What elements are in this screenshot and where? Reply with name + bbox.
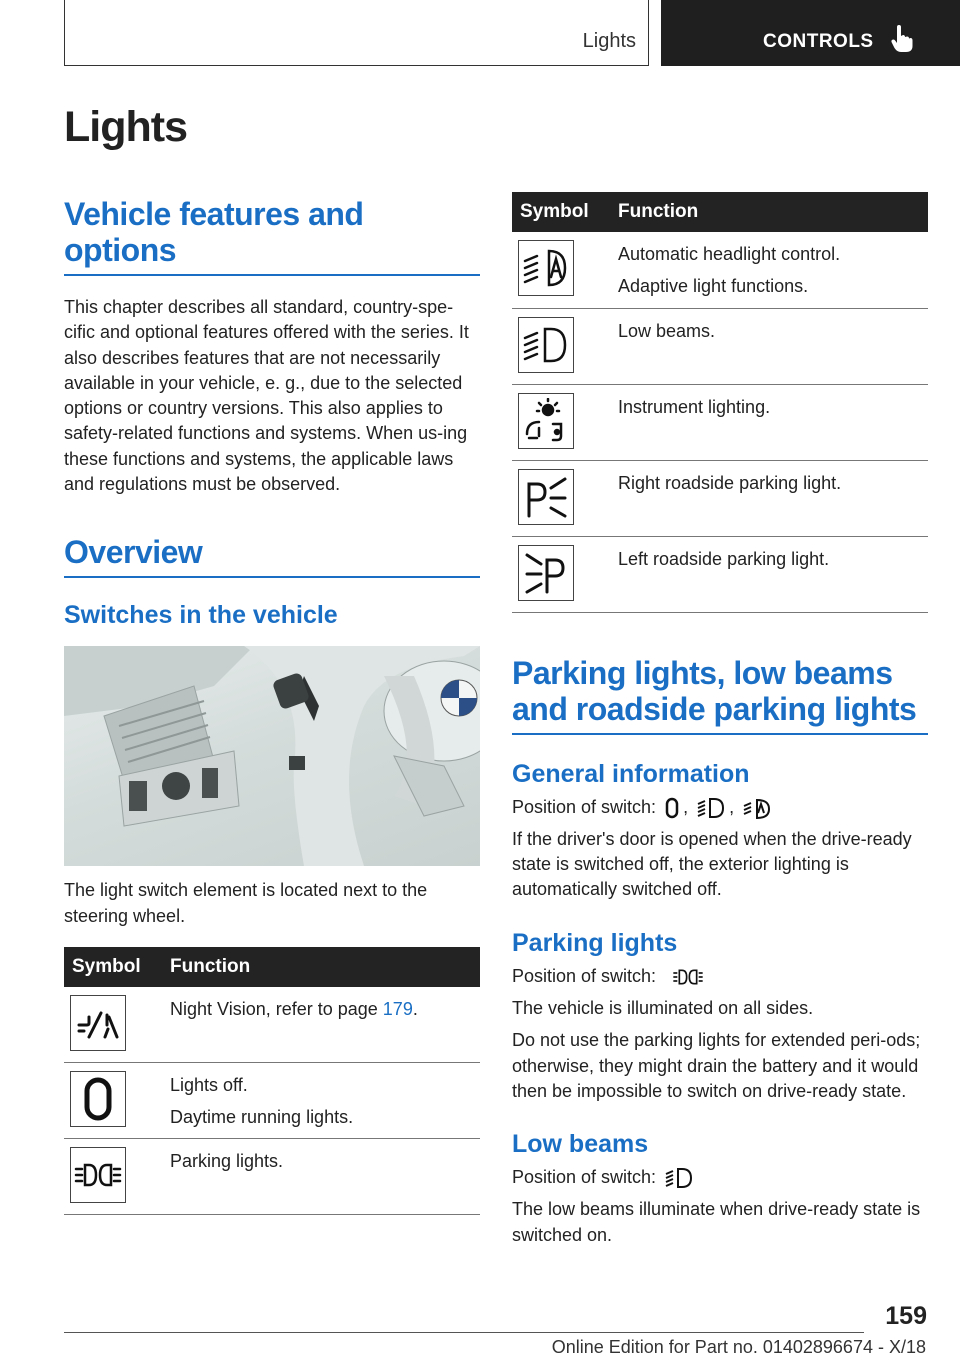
parking-lights-heading: Parking lights xyxy=(512,928,678,957)
function-column-header: Function xyxy=(612,192,928,232)
page-header xyxy=(64,0,960,66)
right-parking-light-icon xyxy=(518,469,574,525)
table-header-row xyxy=(512,192,928,232)
features-heading: Vehicle features and options xyxy=(64,196,480,276)
table-row xyxy=(512,232,928,308)
page-number: 159 xyxy=(885,1302,927,1330)
symbol-column-header: Symbol xyxy=(64,947,164,987)
switches-heading: Switches in the vehicle xyxy=(64,601,338,630)
left-column xyxy=(64,190,480,1215)
table-row xyxy=(64,1063,480,1139)
lights-off-icon xyxy=(70,1071,126,1127)
adaptive-light-text: Adaptive light functions. xyxy=(618,276,809,296)
chapter-title: CONTROLS xyxy=(763,31,874,52)
parking-switch-position: Position of switch: xyxy=(512,964,928,989)
parking-lights-text-1: The vehicle is illuminated on all sides. xyxy=(512,997,814,1018)
auto-headlight-icon xyxy=(518,240,574,296)
auto-headlight-icon xyxy=(743,797,771,819)
overview-heading: Overview xyxy=(64,534,480,578)
table-row xyxy=(512,308,928,384)
section-title: Lights xyxy=(582,30,636,52)
lights-off-icon xyxy=(665,797,679,819)
symbol-column-header: Symbol xyxy=(512,192,612,232)
instrument-lighting-icon xyxy=(518,393,574,449)
parking-lights-icon xyxy=(70,1147,126,1203)
right-parking-light-text: Right roadside parking light. xyxy=(618,472,842,493)
page-title: Lights xyxy=(64,103,187,151)
low-beams-switch-position: Position of switch: xyxy=(512,1165,928,1190)
light-switch-photo xyxy=(64,646,480,866)
instrument-lighting-text: Instrument lighting. xyxy=(618,396,771,417)
low-beam-icon xyxy=(518,317,574,373)
parking-lights-section-heading: Parking lights, low beams and roadside parking lights xyxy=(512,655,928,735)
switch-location-text: The light switch element is located next to the steering wheel. xyxy=(64,880,428,926)
page-179-link[interactable]: 179 xyxy=(382,998,413,1019)
parking-lights-text-2: Do not use the parking lights for extended peri-ods; otherwise, they might drain the battery and it would then be impossible to switch on drive-ready state. xyxy=(512,1030,921,1101)
low-beams-heading: Low beams xyxy=(512,1130,649,1159)
table-row xyxy=(512,460,928,536)
parking-lights-icon xyxy=(665,967,711,987)
table-row xyxy=(64,1139,480,1215)
right-symbol-table xyxy=(512,192,928,613)
low-beams-text: The low beams illuminate when drive-ready state is switched on. xyxy=(512,1199,921,1245)
features-text: This chapter describes all standard, country-spe-cific and optional features offered with the series. It also describes features that are not necessarily available in your vehicle, e. g., due to the selected options or country versions. This also applies to safety-related functions and systems. When us-ing these functions and systems, the applicable laws and regulations must be observed. xyxy=(64,297,469,495)
table-header-row xyxy=(64,947,480,987)
parking-lights-text: Parking lights. xyxy=(170,1151,284,1172)
left-symbol-table xyxy=(64,947,480,1216)
low-beam-icon xyxy=(665,1167,693,1189)
general-info-heading: General information xyxy=(512,759,750,788)
auto-headlight-text: Automatic headlight control. xyxy=(618,244,841,264)
lights-off-text: Lights off. xyxy=(170,1075,248,1096)
table-row xyxy=(512,384,928,460)
night-vision-icon xyxy=(70,995,126,1051)
general-switch-positions: Position of switch: , , xyxy=(512,795,928,820)
dashboard-illustration xyxy=(64,646,480,866)
left-parking-light-icon xyxy=(518,545,574,601)
right-column xyxy=(512,192,928,1248)
low-beam-icon xyxy=(697,797,725,819)
table-row xyxy=(512,536,928,612)
footer-divider xyxy=(64,1332,864,1333)
night-vision-text: Night Vision, refer to page xyxy=(170,998,383,1019)
table-row: Night Vision, refer to page 179. xyxy=(64,987,480,1063)
section-tab xyxy=(64,0,649,66)
function-column-header: Function xyxy=(164,947,480,987)
general-info-text: If the driver's door is opened when the drive-ready state is switched off, the exterior lighting is automatically switched off. xyxy=(512,828,912,900)
daytime-running-text: Daytime running lights. xyxy=(170,1107,354,1128)
low-beams-text: Low beams. xyxy=(618,320,716,341)
chapter-tab xyxy=(661,0,960,66)
pointing-hand-icon xyxy=(891,25,913,53)
edition-footer: Online Edition for Part no. 01402896674 - X/18 xyxy=(551,1337,926,1357)
left-parking-light-text: Left roadside parking light. xyxy=(618,548,830,569)
